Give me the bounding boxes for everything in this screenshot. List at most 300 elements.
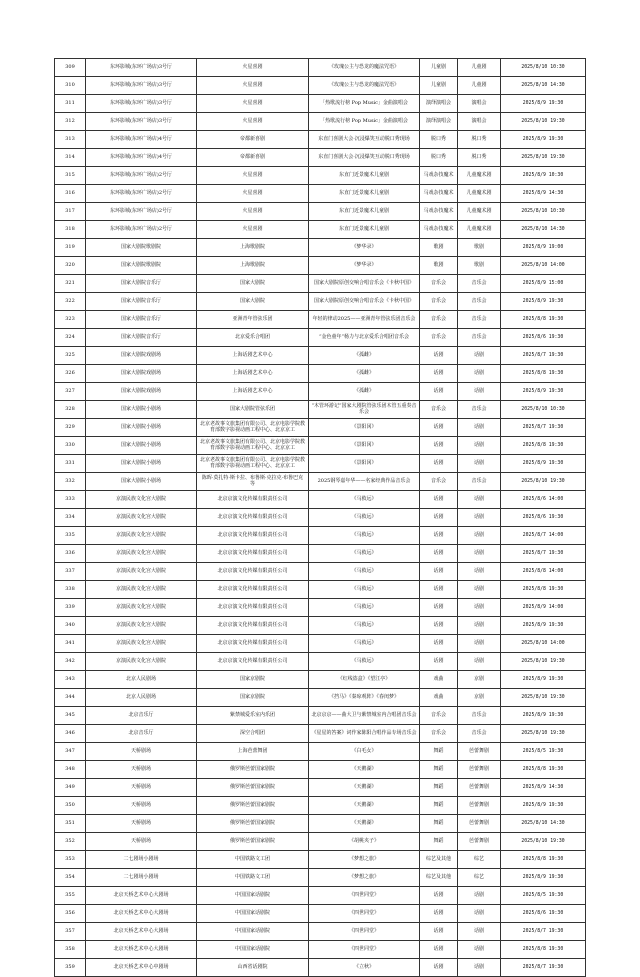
- program-title-cell: 《马救远》: [309, 509, 420, 527]
- organizer-cell: 北京京演文化传媒有限责任公司: [197, 653, 309, 671]
- table-row: [55, 545, 586, 563]
- venue-cell: 东环影城(东环广场店)3号厅: [86, 113, 197, 131]
- table-row: [55, 797, 586, 815]
- category-cell: 话剧: [420, 905, 458, 923]
- venue-cell: 天桥剧场: [86, 833, 197, 851]
- venue-cell: 东环影城(东环广场店)2号厅: [86, 203, 197, 221]
- organizer-cell: 国家大剧院: [197, 293, 309, 311]
- table-row: [55, 581, 586, 599]
- row-number-cell: 321: [55, 275, 86, 293]
- program-title-cell: 《玫瑰公主与恐龙的魔法咒语》: [309, 59, 420, 77]
- venue-cell: 国家大剧院音乐厅: [86, 329, 197, 347]
- genre-cell: 音乐会: [458, 293, 501, 311]
- venue-cell: 北京天桥艺术中心大剧场: [86, 905, 197, 923]
- organizer-cell: 帝都新喜剧: [197, 149, 309, 167]
- table-row: [55, 221, 586, 239]
- venue-cell: 京演民族文化宫大剧院: [86, 509, 197, 527]
- genre-cell: 演唱会: [458, 95, 501, 113]
- program-title-cell: 东直门喜剧大会·沉浸爆笑互动脱口秀现场: [309, 149, 420, 167]
- table-row: [55, 779, 586, 797]
- row-number-cell: 325: [55, 347, 86, 365]
- table-row: [55, 653, 586, 671]
- category-cell: 话剧: [420, 545, 458, 563]
- row-number-cell: 323: [55, 311, 86, 329]
- venue-cell: 北京天桥艺术中心大剧场: [86, 923, 197, 941]
- venue-cell: 天桥剧场: [86, 815, 197, 833]
- organizer-cell: 火星喜剧: [197, 185, 309, 203]
- venue-cell: 国家大剧院戏剧场: [86, 365, 197, 383]
- organizer-cell: 上海芭蕾舞团: [197, 743, 309, 761]
- category-cell: 音乐会: [420, 293, 458, 311]
- performance-time-cell: 2025/8/9 19:30: [501, 707, 586, 725]
- performance-time-cell: 2025/8/9 19:30: [501, 869, 586, 887]
- venue-cell: 国家大剧院戏剧场: [86, 347, 197, 365]
- row-number-cell: 342: [55, 653, 86, 671]
- category-cell: 话剧: [420, 887, 458, 905]
- table-row: [55, 869, 586, 887]
- organizer-cell: 火星喜剧: [197, 77, 309, 95]
- genre-cell: 话剧: [458, 545, 501, 563]
- genre-cell: 儿童魔术剧: [458, 185, 501, 203]
- category-cell: 脱口秀: [420, 131, 458, 149]
- row-number-cell: 316: [55, 185, 86, 203]
- row-number-cell: 317: [55, 203, 86, 221]
- genre-cell: 音乐会: [458, 329, 501, 347]
- genre-cell: 芭蕾舞剧: [458, 797, 501, 815]
- venue-cell: 国家大剧院歌剧院: [86, 239, 197, 257]
- category-cell: 舞蹈: [420, 815, 458, 833]
- category-cell: 话剧: [420, 347, 458, 365]
- program-title-cell: 「热歌流行榜 Pop Music」金曲演唱会: [309, 113, 420, 131]
- program-title-cell: 《景阳冈》: [309, 437, 420, 455]
- performance-time-cell: 2025/8/10 19:30: [501, 725, 586, 743]
- table-row: [55, 77, 586, 95]
- program-title-cell: 《马救远》: [309, 653, 420, 671]
- row-number-cell: 356: [55, 905, 86, 923]
- genre-cell: 话剧: [458, 959, 501, 977]
- program-title-cell: 《孤雌》: [309, 383, 420, 401]
- venue-cell: 国家大剧院戏剧场: [86, 383, 197, 401]
- organizer-cell: 俄罗斯芭蕾国家剧院: [197, 833, 309, 851]
- program-title-cell: 《星星的答案》词作家陈阳合唱作品专场音乐会: [309, 725, 420, 743]
- organizer-cell: 上海话剧艺术中心: [197, 383, 309, 401]
- performance-time-cell: 2025/8/7 19:30: [501, 923, 586, 941]
- row-number-cell: 338: [55, 581, 86, 599]
- category-cell: 马戏杂技魔术: [420, 221, 458, 239]
- row-number-cell: 324: [55, 329, 86, 347]
- genre-cell: 芭蕾舞剧: [458, 833, 501, 851]
- program-title-cell: 《马救远》: [309, 635, 420, 653]
- program-title-cell: 《马救远》: [309, 527, 420, 545]
- category-cell: 话剧: [420, 491, 458, 509]
- category-cell: 戏曲: [420, 671, 458, 689]
- venue-cell: 京演民族文化宫大剧院: [86, 581, 197, 599]
- row-number-cell: 337: [55, 563, 86, 581]
- category-cell: 话剧: [420, 383, 458, 401]
- program-title-cell: 《马救远》: [309, 563, 420, 581]
- category-cell: 音乐会: [420, 473, 458, 491]
- program-title-cell: 《立秋》: [309, 959, 420, 977]
- table-row: [55, 527, 586, 545]
- table-row: [55, 509, 586, 527]
- venue-cell: 东环影城(东环广场店)2号厅: [86, 221, 197, 239]
- program-title-cell: 《景阳冈》: [309, 455, 420, 473]
- category-cell: 歌剧: [420, 239, 458, 257]
- venue-cell: 京演民族文化宫大剧院: [86, 527, 197, 545]
- genre-cell: 芭蕾舞剧: [458, 779, 501, 797]
- row-number-cell: 359: [55, 959, 86, 977]
- table-row: [55, 131, 586, 149]
- organizer-cell: 火星喜剧: [197, 167, 309, 185]
- organizer-cell: 火星喜剧: [197, 59, 309, 77]
- performance-time-cell: 2025/8/8 19:30: [501, 941, 586, 959]
- program-title-cell: 《天鹅湖》: [309, 815, 420, 833]
- table-row: [55, 815, 586, 833]
- venue-cell: 二七剧场小剧场: [86, 851, 197, 869]
- table-body: [55, 59, 586, 977]
- program-title-cell: 《梦想之旅》: [309, 851, 420, 869]
- program-title-cell: 《天鹅湖》: [309, 761, 420, 779]
- performance-time-cell: 2025/8/5 19:30: [501, 743, 586, 761]
- row-number-cell: 327: [55, 383, 86, 401]
- organizer-cell: 国家大剧院管弦乐团: [197, 401, 309, 419]
- program-title-cell: 《白毛女》: [309, 743, 420, 761]
- program-title-cell: 《四世同堂》: [309, 887, 420, 905]
- genre-cell: 歌剧: [458, 239, 501, 257]
- category-cell: 演绎演唱会: [420, 113, 458, 131]
- genre-cell: 话剧: [458, 923, 501, 941]
- program-title-cell: 《四世同堂》: [309, 923, 420, 941]
- genre-cell: 音乐会: [458, 707, 501, 725]
- venue-cell: 国家大剧院音乐厅: [86, 311, 197, 329]
- performance-time-cell: 2025/8/6 19:30: [501, 509, 586, 527]
- genre-cell: 儿童剧: [458, 59, 501, 77]
- table-row: [55, 275, 586, 293]
- organizer-cell: 北京京演文化传媒有限责任公司: [197, 527, 309, 545]
- genre-cell: 儿童剧: [458, 77, 501, 95]
- row-number-cell: 347: [55, 743, 86, 761]
- genre-cell: 话剧: [458, 905, 501, 923]
- genre-cell: 儿童魔术剧: [458, 221, 501, 239]
- program-title-cell: “木管环游记”国家大剧院管弦乐团木管五重奏音乐会: [309, 401, 420, 419]
- row-number-cell: 319: [55, 239, 86, 257]
- performance-time-cell: 2025/8/10 19:30: [501, 149, 586, 167]
- category-cell: 舞蹈: [420, 797, 458, 815]
- table-row: [55, 959, 586, 977]
- venue-cell: 国家大剧院小剧场: [86, 437, 197, 455]
- row-number-cell: 335: [55, 527, 86, 545]
- row-number-cell: 354: [55, 869, 86, 887]
- row-number-cell: 340: [55, 617, 86, 635]
- organizer-cell: 北京老故事文旅集团有限公司、北京电影学院教育部数字影视动画工程中心、北京京工: [197, 419, 309, 437]
- table-row: [55, 203, 586, 221]
- venue-cell: 京演民族文化宫大剧院: [86, 599, 197, 617]
- performance-time-cell: 2025/8/10 14:30: [501, 221, 586, 239]
- table-row: [55, 329, 586, 347]
- table-row: [55, 95, 586, 113]
- venue-cell: 北京天桥艺术中心大剧场: [86, 887, 197, 905]
- row-number-cell: 352: [55, 833, 86, 851]
- category-cell: 话剧: [420, 599, 458, 617]
- category-cell: 舞蹈: [420, 779, 458, 797]
- venue-cell: 国家大剧院音乐厅: [86, 275, 197, 293]
- category-cell: 音乐会: [420, 275, 458, 293]
- category-cell: 舞蹈: [420, 761, 458, 779]
- performance-time-cell: 2025/8/9 14:30: [501, 779, 586, 797]
- genre-cell: 儿童魔术剧: [458, 167, 501, 185]
- performance-time-cell: 2025/8/9 19:30: [501, 293, 586, 311]
- table-row: [55, 707, 586, 725]
- row-number-cell: 313: [55, 131, 86, 149]
- genre-cell: 脱口秀: [458, 131, 501, 149]
- row-number-cell: 355: [55, 887, 86, 905]
- organizer-cell: 北京京演文化传媒有限责任公司: [197, 581, 309, 599]
- table-row: [55, 905, 586, 923]
- organizer-cell: 紫禁城爱乐室内乐团: [197, 707, 309, 725]
- category-cell: 脱口秀: [420, 149, 458, 167]
- row-number-cell: 341: [55, 635, 86, 653]
- performance-time-cell: 2025/8/10 19:30: [501, 113, 586, 131]
- table-row: [55, 743, 586, 761]
- genre-cell: 演唱会: [458, 113, 501, 131]
- genre-cell: 音乐会: [458, 401, 501, 419]
- performance-time-cell: 2025/8/9 14:00: [501, 599, 586, 617]
- performance-time-cell: 2025/8/10 10:30: [501, 401, 586, 419]
- performance-time-cell: 2025/8/10 19:30: [501, 473, 586, 491]
- table-row: [55, 401, 586, 419]
- genre-cell: 综艺: [458, 851, 501, 869]
- table-row: [55, 113, 586, 131]
- table-row: [55, 437, 586, 455]
- venue-cell: 京演民族文化宫大剧院: [86, 491, 197, 509]
- genre-cell: 话剧: [458, 599, 501, 617]
- genre-cell: 话剧: [458, 635, 501, 653]
- table-row: [55, 833, 586, 851]
- performance-time-cell: 2025/8/9 10:30: [501, 167, 586, 185]
- category-cell: 话剧: [420, 581, 458, 599]
- table-row: [55, 365, 586, 383]
- category-cell: 音乐会: [420, 329, 458, 347]
- venue-cell: 天桥剧场: [86, 779, 197, 797]
- organizer-cell: 北京京演文化传媒有限责任公司: [197, 635, 309, 653]
- category-cell: 话剧: [420, 617, 458, 635]
- venue-cell: 北京人民剧场: [86, 671, 197, 689]
- row-number-cell: 330: [55, 437, 86, 455]
- venue-cell: 东环影城(东环广场店)3号厅: [86, 95, 197, 113]
- venue-cell: 京演民族文化宫大剧院: [86, 545, 197, 563]
- table-row: [55, 185, 586, 203]
- row-number-cell: 351: [55, 815, 86, 833]
- table-row: [55, 455, 586, 473]
- organizer-cell: 亚洲青年管弦乐团: [197, 311, 309, 329]
- organizer-cell: 北京老故事文旅集团有限公司、北京电影学院教育部数字影视动画工程中心、北京京工: [197, 455, 309, 473]
- venue-cell: 国家大剧院音乐厅: [86, 293, 197, 311]
- category-cell: 话剧: [420, 455, 458, 473]
- performance-time-cell: 2025/8/9 19:00: [501, 239, 586, 257]
- organizer-cell: 中国国家话剧院: [197, 887, 309, 905]
- genre-cell: 话剧: [458, 383, 501, 401]
- genre-cell: 芭蕾舞剧: [458, 815, 501, 833]
- performance-time-cell: 2025/8/10 14:30: [501, 77, 586, 95]
- program-title-cell: 东直门近景魔术儿童剧: [309, 221, 420, 239]
- organizer-cell: 中国国家话剧院: [197, 941, 309, 959]
- program-title-cell: 《景阳冈》: [309, 419, 420, 437]
- organizer-cell: 中国国家话剧院: [197, 905, 309, 923]
- category-cell: 歌剧: [420, 257, 458, 275]
- category-cell: 音乐会: [420, 401, 458, 419]
- organizer-cell: 北京京演文化传媒有限责任公司: [197, 509, 309, 527]
- category-cell: 话剧: [420, 635, 458, 653]
- organizer-cell: 山西省话剧院: [197, 959, 309, 977]
- program-title-cell: “金色童年”杨力与北京爱乐合唱团音乐会: [309, 329, 420, 347]
- genre-cell: 话剧: [458, 347, 501, 365]
- organizer-cell: 北京爱乐合唱团: [197, 329, 309, 347]
- performance-time-cell: 2025/8/9 14:30: [501, 185, 586, 203]
- venue-cell: 北京人民剧场: [86, 689, 197, 707]
- row-number-cell: 349: [55, 779, 86, 797]
- table-row: [55, 167, 586, 185]
- table-row: [55, 419, 586, 437]
- row-number-cell: 336: [55, 545, 86, 563]
- program-title-cell: 2025钢琴嘉年华——名家经典作品音乐会: [309, 473, 420, 491]
- category-cell: 话剧: [420, 419, 458, 437]
- genre-cell: 话剧: [458, 419, 501, 437]
- performance-time-cell: 2025/8/7 19:30: [501, 959, 586, 977]
- venue-cell: 国家大剧院歌剧院: [86, 257, 197, 275]
- performance-time-cell: 2025/8/9 19:30: [501, 455, 586, 473]
- performance-time-cell: 2025/8/10 10:30: [501, 203, 586, 221]
- venue-cell: 北京天桥艺术中心大剧场: [86, 941, 197, 959]
- category-cell: 演绎演唱会: [420, 95, 458, 113]
- row-number-cell: 334: [55, 509, 86, 527]
- program-title-cell: 国家大剧院原创交响合唱音乐会《卡秋中国》: [309, 275, 420, 293]
- table-row: [55, 383, 586, 401]
- program-title-cell: 《梦华录》: [309, 257, 420, 275]
- organizer-cell: 中国铁路文工团: [197, 851, 309, 869]
- performance-time-cell: 2025/8/10 19:30: [501, 689, 586, 707]
- table-row: [55, 689, 586, 707]
- program-title-cell: 《梦想之旅》: [309, 869, 420, 887]
- organizer-cell: 北京京演文化传媒有限责任公司: [197, 599, 309, 617]
- genre-cell: 话剧: [458, 941, 501, 959]
- genre-cell: 音乐会: [458, 473, 501, 491]
- genre-cell: 话剧: [458, 437, 501, 455]
- category-cell: 话剧: [420, 437, 458, 455]
- performance-time-cell: 2025/8/8 19:30: [501, 365, 586, 383]
- category-cell: 话剧: [420, 923, 458, 941]
- row-number-cell: 344: [55, 689, 86, 707]
- table-row: [55, 725, 586, 743]
- genre-cell: 话剧: [458, 365, 501, 383]
- program-title-cell: 《马救远》: [309, 599, 420, 617]
- program-title-cell: 《天鹅湖》: [309, 779, 420, 797]
- venue-cell: 东环影城(东环广场店)4号厅: [86, 131, 197, 149]
- row-number-cell: 343: [55, 671, 86, 689]
- genre-cell: 综艺: [458, 869, 501, 887]
- row-number-cell: 314: [55, 149, 86, 167]
- organizer-cell: 上海话剧艺术中心: [197, 365, 309, 383]
- venue-cell: 东环影城(东环广场店)4号厅: [86, 149, 197, 167]
- category-cell: 马戏杂技魔术: [420, 203, 458, 221]
- category-cell: 话剧: [420, 527, 458, 545]
- row-number-cell: 333: [55, 491, 86, 509]
- row-number-cell: 345: [55, 707, 86, 725]
- category-cell: 话剧: [420, 941, 458, 959]
- category-cell: 音乐会: [420, 707, 458, 725]
- genre-cell: 芭蕾舞剧: [458, 743, 501, 761]
- genre-cell: 话剧: [458, 455, 501, 473]
- venue-cell: 北京音乐厅: [86, 725, 197, 743]
- program-title-cell: 《红线盗盒》《望江亭》: [309, 671, 420, 689]
- program-title-cell: 《四世同堂》: [309, 905, 420, 923]
- program-title-cell: 东直门近景魔术儿童剧: [309, 185, 420, 203]
- organizer-cell: 北京京演文化传媒有限责任公司: [197, 491, 309, 509]
- category-cell: 马戏杂技魔术: [420, 185, 458, 203]
- program-title-cell: 《天鹅湖》: [309, 797, 420, 815]
- program-title-cell: 东直门近景魔术儿童剧: [309, 167, 420, 185]
- category-cell: 综艺及其他: [420, 869, 458, 887]
- performance-time-cell: 2025/8/7 14:00: [501, 527, 586, 545]
- performance-time-cell: 2025/8/9 15:00: [501, 275, 586, 293]
- organizer-cell: 俄罗斯芭蕾国家剧院: [197, 797, 309, 815]
- organizer-cell: 火星喜剧: [197, 113, 309, 131]
- category-cell: 戏曲: [420, 689, 458, 707]
- organizer-cell: 国家大剧院: [197, 275, 309, 293]
- program-title-cell: 年轻的律动2025——亚洲青年管弦乐团音乐会: [309, 311, 420, 329]
- table-row: [55, 599, 586, 617]
- venue-cell: 京演民族文化宫大剧院: [86, 617, 197, 635]
- genre-cell: 京剧: [458, 671, 501, 689]
- table-row: [55, 347, 586, 365]
- performance-time-cell: 2025/8/10 10:30: [501, 59, 586, 77]
- row-number-cell: 348: [55, 761, 86, 779]
- venue-cell: 天桥剧场: [86, 761, 197, 779]
- performance-time-cell: 2025/8/8 19:30: [501, 311, 586, 329]
- category-cell: 话剧: [420, 365, 458, 383]
- category-cell: 马戏杂技魔术: [420, 167, 458, 185]
- category-cell: 音乐会: [420, 311, 458, 329]
- row-number-cell: 315: [55, 167, 86, 185]
- row-number-cell: 339: [55, 599, 86, 617]
- organizer-cell: 火星喜剧: [197, 95, 309, 113]
- table-row: [55, 59, 586, 77]
- row-number-cell: 310: [55, 77, 86, 95]
- row-number-cell: 357: [55, 923, 86, 941]
- program-title-cell: 「热歌流行榜 Pop Music」金曲演唱会: [309, 95, 420, 113]
- venue-cell: 天桥剧场: [86, 797, 197, 815]
- table-row: [55, 149, 586, 167]
- category-cell: 话剧: [420, 509, 458, 527]
- category-cell: 舞蹈: [420, 833, 458, 851]
- organizer-cell: 陈晖·莫扎特·斯卡拉、布鲁斯·克拉克·布鲁巴克 等: [197, 473, 309, 491]
- genre-cell: 京剧: [458, 689, 501, 707]
- genre-cell: 脱口秀: [458, 149, 501, 167]
- program-title-cell: 《胡桃夹子》: [309, 833, 420, 851]
- genre-cell: 歌剧: [458, 257, 501, 275]
- row-number-cell: 320: [55, 257, 86, 275]
- organizer-cell: 北京京演文化传媒有限责任公司: [197, 563, 309, 581]
- table-row: [55, 491, 586, 509]
- venue-cell: 京演民族文化宫大剧院: [86, 563, 197, 581]
- performance-time-cell: 2025/8/6 19:30: [501, 329, 586, 347]
- genre-cell: 话剧: [458, 617, 501, 635]
- venue-cell: 北京音乐厅: [86, 707, 197, 725]
- organizer-cell: 北京京演文化传媒有限责任公司: [197, 545, 309, 563]
- program-title-cell: 东直门喜剧大会·沉浸爆笑互动脱口秀现场: [309, 131, 420, 149]
- genre-cell: 话剧: [458, 509, 501, 527]
- performance-time-cell: 2025/8/8 19:30: [501, 761, 586, 779]
- row-number-cell: 309: [55, 59, 86, 77]
